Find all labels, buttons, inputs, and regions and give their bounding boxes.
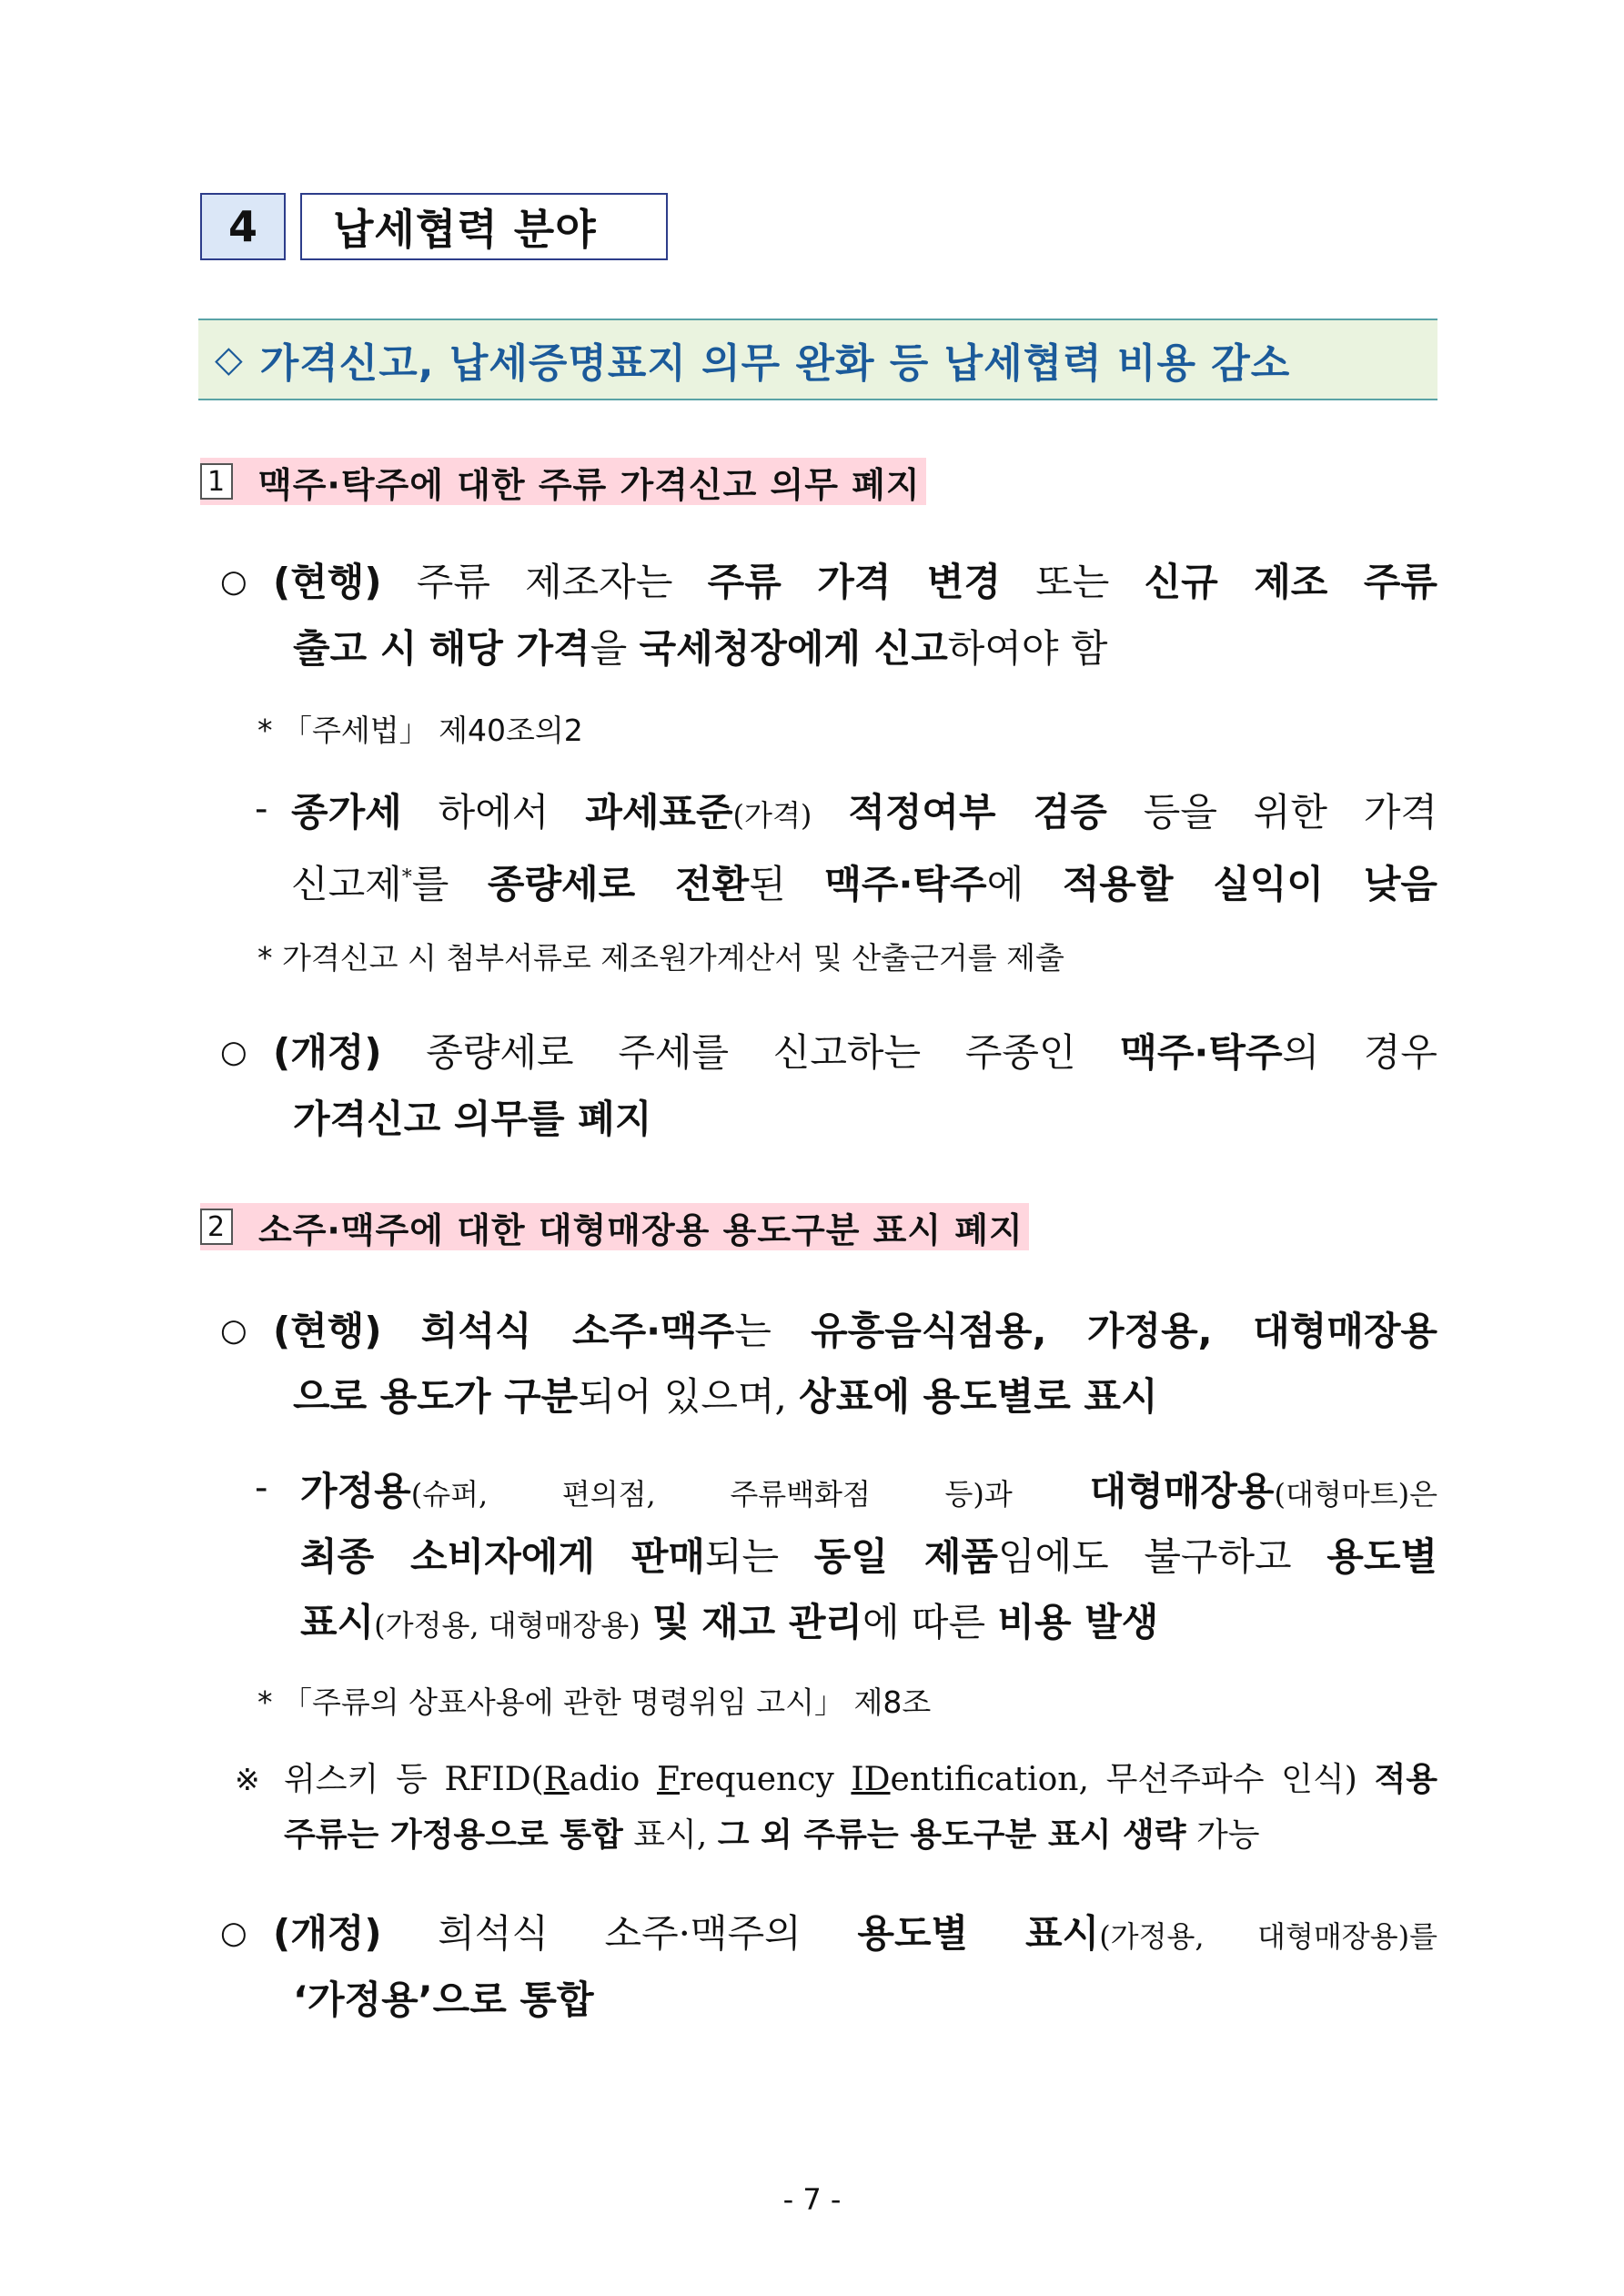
item2-sub-line3: 표시(가정용, 대형매장용) 및 재고 관리에 따른 비용 발생: [300, 1600, 1159, 1644]
item2-revised-line2: ‘가정용’으로 통합: [293, 1977, 594, 2022]
item1-sub-line2: 신고제*를 종량세로 전환된 맥주·탁주에 적용할 실익이 낮음: [291, 862, 1437, 906]
item1-number: 1: [200, 463, 233, 500]
dash-bullet: -: [255, 1467, 268, 1509]
item2-heading: [200, 1203, 1029, 1250]
item2-number: 2: [200, 1209, 233, 1245]
item2-note1: * 「주류의 상표사용에 관한 명령위임 고시」 제8조: [257, 1684, 932, 1720]
item2-ref-line2: 주류는 가정용으로 통합 표시, 그 외 주류는 용도구분 표시 생략 가능: [284, 1816, 1260, 1854]
circle-bullet-icon: ○: [220, 1312, 247, 1349]
circle-bullet-icon: ○: [220, 1034, 247, 1070]
circle-bullet-icon: ○: [220, 1915, 247, 1951]
item1-note2: * 가격신고 시 첨부서류로 제조원가계산서 및 산출근거를 제출: [257, 940, 1064, 976]
item1-sub-line1: 종가세 하에서 과세표준(가격) 적정여부 검증 등을 위한 가격: [291, 790, 1437, 834]
item1-heading-text: 맥주·탁주에 대한 주류 가격신고 의무 폐지: [258, 464, 921, 505]
item1-note1: * 「주세법」 제40조의2: [257, 713, 583, 748]
summary-band: [198, 319, 1437, 400]
item2-heading-text: 소주·맥주에 대한 대형매장용 용도구분 표시 폐지: [258, 1209, 1024, 1250]
dash-bullet: -: [255, 788, 268, 830]
circle-bullet-icon: ○: [220, 563, 247, 600]
summary-text: 가격신고, 납세증명표지 의무 완화 등 납세협력 비용 감소: [259, 340, 1291, 387]
diamond-icon: ◇: [215, 339, 244, 380]
section-title: 납세협력 분야: [300, 193, 668, 260]
item1-revised-line2: 가격신고 의무를 폐지: [293, 1097, 652, 1141]
item2-revised-line1: (개정) 희석식 소주·맥주의 용도별 표시(가정용, 대형매장용)를: [273, 1911, 1437, 1956]
reference-mark: ※: [235, 1762, 260, 1797]
item2-current-line2: 으로 용도가 구분되어 있으며, 상표에 용도별로 표시: [293, 1374, 1158, 1419]
item2-sub-line2: 최종 소비자에게 판매되는 동일 제품임에도 불구하고 용도별: [300, 1534, 1437, 1579]
item1-revised-line1: (개정) 종량세로 주세를 신고하는 주종인 맥주·탁주의 경우: [273, 1030, 1437, 1075]
item1-current-line2: 출고 시 해당 가격을 국세청장에게 신고하여야 함: [293, 626, 1108, 671]
section-number: 4: [200, 193, 286, 260]
item2-ref-line1: 위스키 등 RFID(Radio Frequency IDentification, 무선주파수 인식) 적용: [284, 1761, 1437, 1798]
item2-current-line1: (현행) 희석식 소주·맥주는 유흥음식점용, 가정용, 대형매장용: [273, 1309, 1437, 1353]
item1-current-line1: (현행) 주류 제조자는 주류 가격 변경 또는 신규 제조 주류: [273, 560, 1437, 604]
page-number: - 7 -: [782, 2182, 842, 2217]
item2-sub-line1: 가정용(슈퍼, 편의점, 주류백화점 등)과 대형매장용(대형마트)은: [300, 1469, 1437, 1513]
item1-heading: [200, 458, 926, 505]
